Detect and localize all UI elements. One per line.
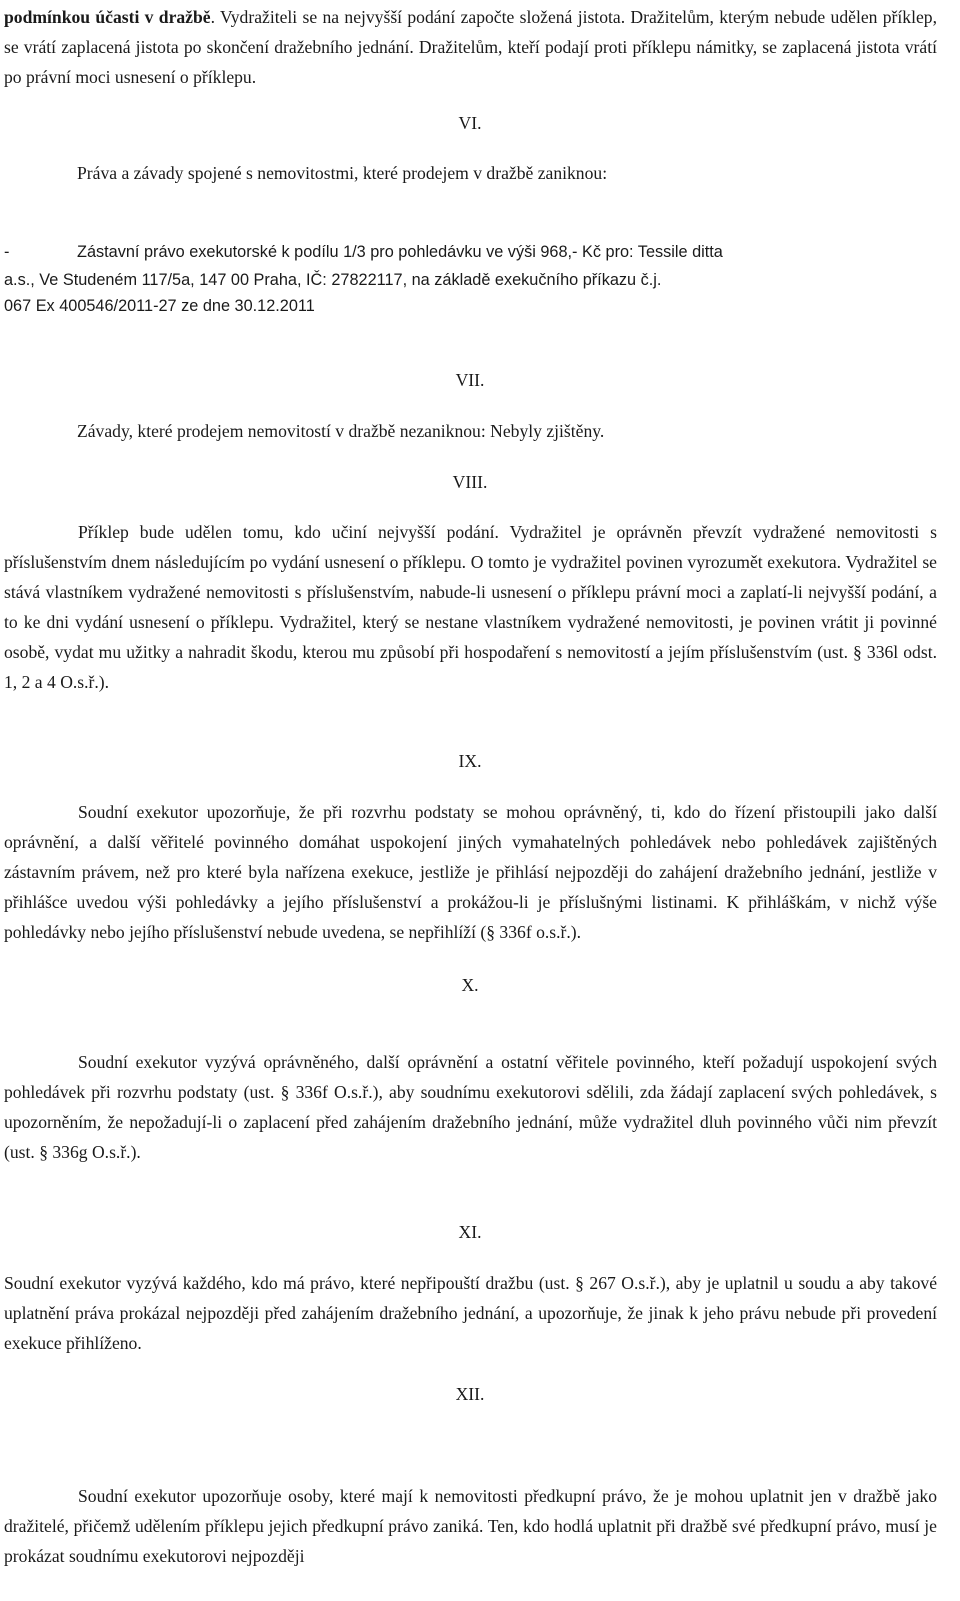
section-vi-list-item (4, 238, 937, 266)
list-item-line-2: a.s., Ve Studeném 117/5a, 147 00 Praha, IČ: 27822117, na základě exekučního příkazu č.j. (4, 271, 662, 289)
section-viii-paragraph: Příklep bude udělen tomu, kdo učiní nejvyšší podání. Vydražitel je oprávněn převzít vydražené nemovitosti s příslušenstvím dnem následujícím po vydání usnesení o příklepu. O tomto je vydražitel povinen vyrozumět exekutora. Vydražitel se stává vlastníkem vydražené nemovitosti s příslušenstvím, nabude-li usnesení o příklepu právní moci a zaplatí-li nejvyšší podání, a to ke dni vydání usnesení o příklepu. Vydražitel, který se nestane vlastníkem vydražené nemovitosti, je povinen vrátit ji povinné osobě, vydat mu užitky a nahradit škodu, kterou mu způsobí při hospodaření s nemovitostí a jejím příslušenstvím (ust. § 336l odst. 1, 2 a 4 O.s.ř.). (4, 522, 937, 692)
section-xi-paragraph: Soudní exekutor vyzývá každého, kdo má právo, které nepřipouští dražbu (ust. § 267 O.s.ř.), aby je uplatnil u soudu a aby takové uplatnění práva prokázal nejpozději před zahájením dražebního jednání, a upozorňuje, že jinak k jeho právu nebude při provedení exekuce přihlíženo. (4, 1273, 937, 1353)
list-item-line-1: Zástavní právo exekutorské k podílu 1/3 pro pohledávku ve výši 968,- Kč pro: Tessile ditta (77, 243, 723, 261)
section-vii-number: VII. (455, 370, 485, 390)
section-xi-number: XI. (458, 1222, 482, 1242)
section-ix-number: IX. (458, 751, 482, 771)
intro-text: . Vydražiteli se na nejvyšší podání započte složená jistota. Dražitelům, kterým nebude udělen příklep, se vrátí zaplacená jistota po skončení dražebního jednání. Dražitelům, kteří podají proti příklepu námitky, se zaplacená jistota vrátí po právní moci usnesení o příklepu. (4, 7, 937, 87)
intro-bold-lead: podmínkou účasti v dražbě (4, 7, 211, 27)
section-vi-title: Práva a závady spojené s nemovitostmi, které prodejem v dražbě zaniknou: (77, 163, 608, 183)
list-item-line-3: 067 Ex 400546/2011-27 ze dne 30.12.2011 (4, 297, 315, 315)
section-xii-paragraph: Soudní exekutor upozorňuje osoby, které mají k nemovitosti předkupní právo, že je mohou uplatnit jen v dražbě jako dražitelé, přičemž udělením příklepu jejich předkupní právo zaniká. Ten, kdo hodlá uplatnit při dražbě své předkupní právo, musí je prokázat soudnímu exekutorovi nejpozději (4, 1486, 937, 1566)
section-vii-text: Závady, které prodejem nemovitostí v dražbě nezaniknou: Nebyly zjištěny. (77, 421, 605, 441)
section-x-paragraph: Soudní exekutor vyzývá oprávněného, další oprávnění a ostatní věřitele povinného, kteří požadují uspokojení svých pohledávek při rozvrhu podstaty (ust. § 336f O.s.ř.), aby soudnímu exekutorovi sdělili, zda žádají zaplacení svých pohledávek, s upozorněním, že nepožadují-li o zaplacení před zahájením dražebního jednání, může vydražitel dluh povinného vůči nim převzít (ust. § 336g O.s.ř.). (4, 1052, 937, 1162)
section-viii-number: VIII. (452, 472, 488, 492)
section-vi-number: VI. (458, 113, 482, 133)
list-dash: - (4, 243, 10, 261)
section-xii-number: XII. (455, 1384, 485, 1404)
section-ix-paragraph: Soudní exekutor upozorňuje, že při rozvrhu podstaty se mohou oprávněný, ti, kdo do řízení přistoupili jako další oprávnění, a další věřitelé povinného domáhat uspokojení jiných vymahatelných pohledávek nebo pohledávek zajištěných zástavním právem, než pro které byla nařízena exekuce, jestliže je přihlásí nejpozději do zahájení dražebního jednání, jestliže v přihlášce uvedou výši pohledávky a jejího příslušenství a prokážou-li je příslušnými listinami. K přihláškám, v nichž výše pohledávky nebo jejího příslušenství nebude uvedena, se nepřihlíží (§ 336f o.s.ř.). (4, 802, 937, 942)
section-x-number: X. (461, 975, 479, 995)
intro-paragraph (4, 2, 937, 92)
